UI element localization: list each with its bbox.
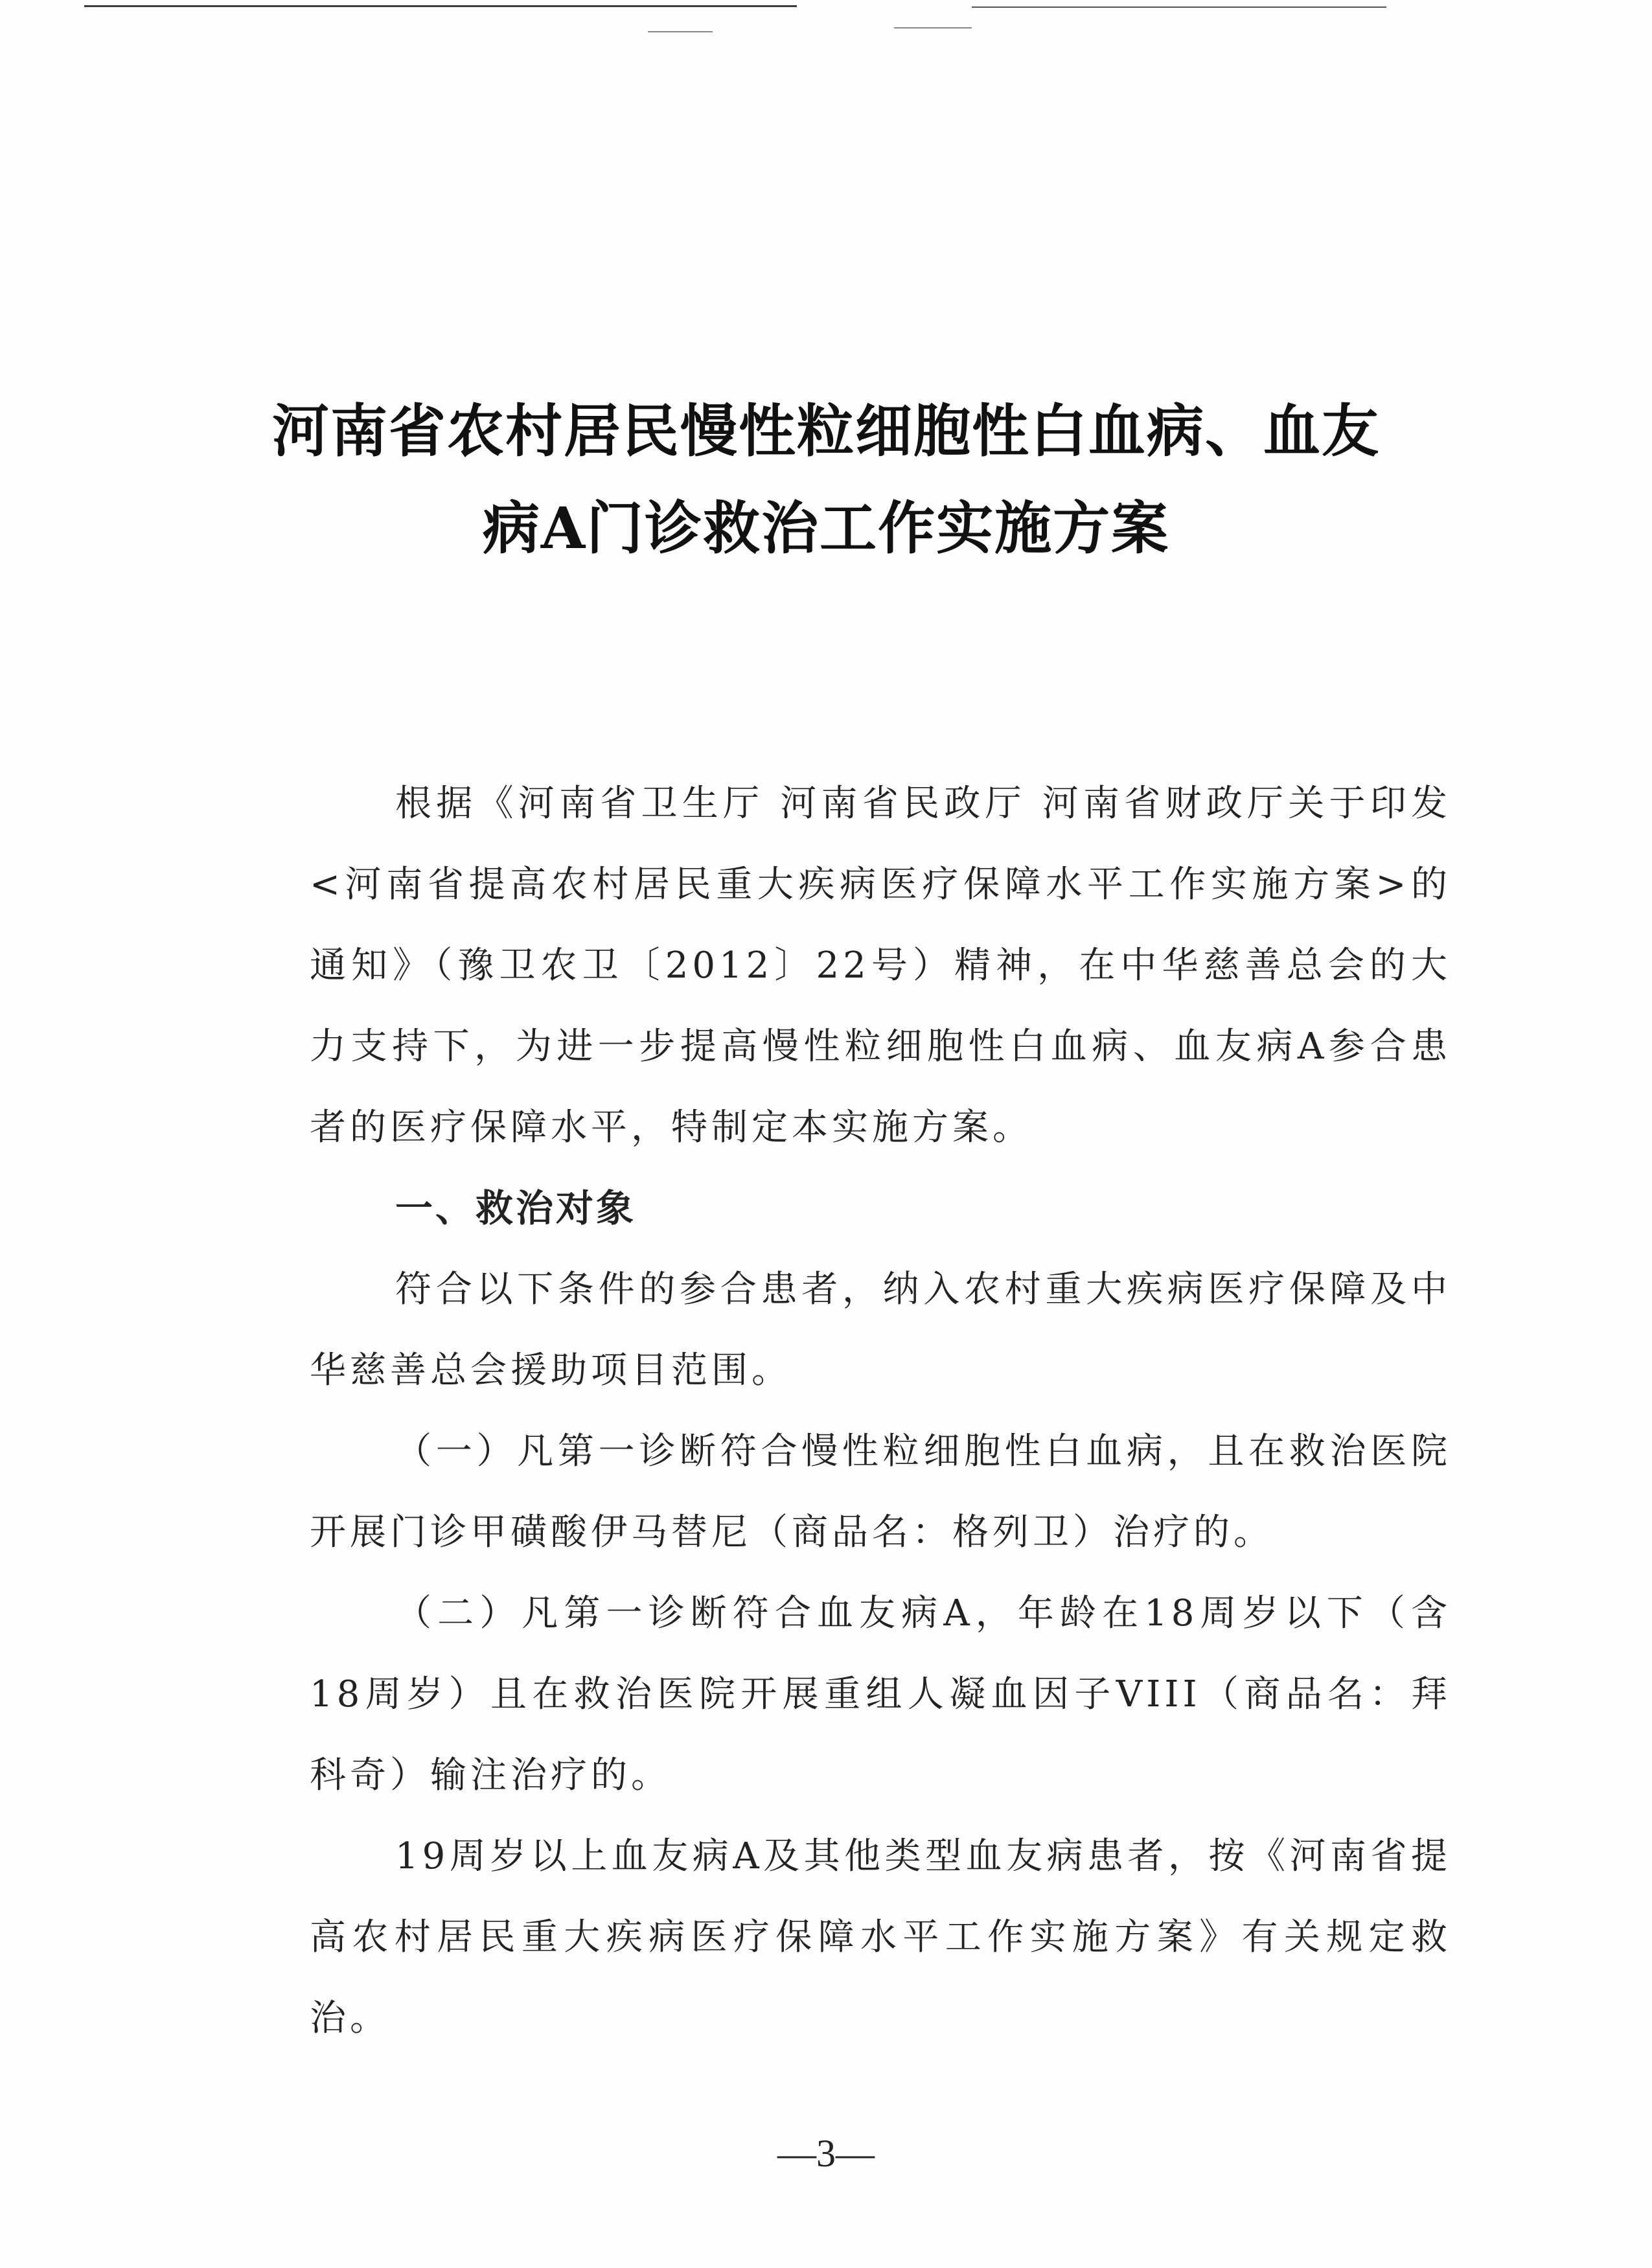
section1-item-2: （二）凡第一诊断符合血友病A，年龄在18周岁以下（含18周岁）且在救治医院开展重组人凝血因子VIII（商品名：拜科奇）输注治疗的。 [310, 1592, 1451, 1796]
document-body [310, 763, 1451, 2059]
document-title [194, 382, 1458, 577]
page-number: —3— [777, 2132, 875, 2175]
section1-note: 19周岁以上血友病A及其他类型血友病患者，按《河南省提高农村居民重大疾病医疗保障水平工作实施方案》有关规定救治。 [310, 1835, 1451, 2039]
scan-artifact-line [972, 6, 1386, 8]
section-heading-1: 一、救治对象 [395, 1186, 637, 1230]
scan-artifact-line [84, 5, 797, 7]
section1-item-1: （一）凡第一诊断符合慢性粒细胞性白血病，且在救治医院开展门诊甲磺酸伊马替尼（商品名：格列卫）治疗的。 [310, 1430, 1451, 1553]
scan-artifact-line [648, 31, 713, 32]
scan-artifact-line [894, 27, 972, 29]
title-line-1: 河南省农村居民慢性粒细胞性白血病、血友 [271, 397, 1380, 464]
section1-paragraph: 符合以下条件的参合患者，纳入农村重大疾病医疗保障及中华慈善总会援助项目范围。 [310, 1268, 1451, 1392]
intro-paragraph: 根据《河南省卫生厅 河南省民政厅 河南省财政厅关于印发<河南省提高农村居民重大疾病医疗保障水平工作实施方案>的通知》（豫卫农卫〔2012〕22号）精神，在中华慈善总会的大力支持下，为进一步提高慢性粒细胞性白血病、血友病A参合患者的医疗保障水平，特制定本实施方案。 [310, 783, 1451, 1149]
title-line-2: 病A门诊救治工作实施方案 [482, 494, 1170, 562]
